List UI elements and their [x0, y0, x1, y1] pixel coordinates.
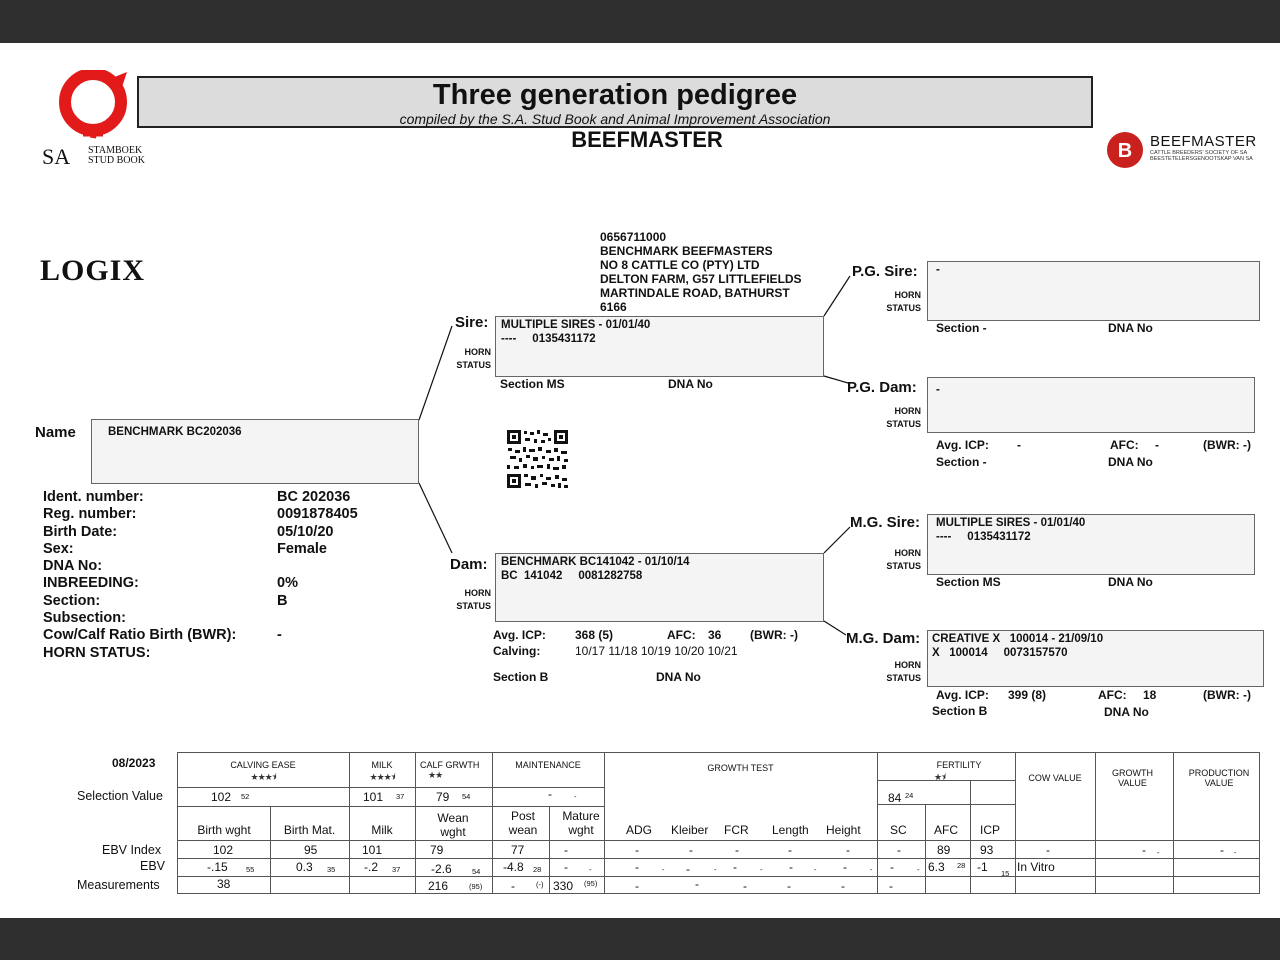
- breeder-info: 0656711000 BENCHMARK BEEFMASTERS NO 8 CATTLE CO (PTY) LTD DELTON FARM, G57 LITTLEFIELDS MARTINDALE ROAD, BATHURST 6166: [600, 230, 802, 314]
- sire-horn-status: HORN STATUS: [456, 347, 491, 370]
- ebv-date: 08/2023: [112, 756, 156, 770]
- pg-dam-afc: -: [1155, 438, 1159, 452]
- sire-line1: MULTIPLE SIRES - 01/01/40: [501, 319, 651, 331]
- sel-milk-acc: 37: [396, 792, 405, 801]
- col-height: Height: [826, 823, 861, 837]
- mg-sire-box: [927, 514, 1255, 575]
- index-growth-value-acc: -: [1157, 848, 1160, 857]
- mg-dam-horn-status: HORN STATUS: [886, 660, 921, 683]
- pg-dam-horn-status: HORN STATUS: [886, 406, 921, 429]
- mg-dam-afc: 18: [1143, 688, 1157, 702]
- name-label: Name: [35, 424, 76, 441]
- ebv-afc-acc: 28: [957, 861, 966, 870]
- sire-dna: DNA No: [668, 377, 713, 391]
- sel-calving-ease: 102: [211, 790, 232, 804]
- ebv-height-acc: -: [870, 865, 873, 874]
- ebv-kleiber: -: [686, 862, 690, 876]
- sel-calving-ease-acc: 52: [241, 792, 250, 801]
- calf-growth-stars-icon: ★★: [428, 770, 443, 780]
- ebv-icp-acc: 15: [1001, 869, 1010, 878]
- col-afc: AFC: [934, 823, 958, 837]
- pg-dam-avg-icp: -: [1017, 438, 1021, 452]
- page-subtitle: compiled by the S.A. Stud Book and Animal Improvement Association: [399, 111, 831, 127]
- dam-horn-status: HORN STATUS: [456, 588, 491, 611]
- sel-fertility-acc: 24: [905, 791, 914, 800]
- pg-dam-box: [927, 377, 1255, 433]
- meas-birth-wght: 38: [217, 877, 231, 891]
- sel-maintenance: -: [548, 787, 552, 801]
- dam-afc-label: AFC:: [667, 628, 696, 642]
- subject-detail-labels: Ident. number: Reg. number: Birth Date: Sex: DNA No: INBREEDING: Section: Subsection: Cow/Calf Ratio Birth (BWR): HORN STATUS:: [43, 489, 237, 661]
- index-birth-mat: 95: [304, 843, 318, 857]
- mg-dam-afc-label: AFC:: [1098, 688, 1127, 702]
- ebv-mature-wght: -: [564, 860, 568, 874]
- ebv-sc: -: [890, 860, 894, 874]
- row-label-ebv-index: EBV Index: [102, 843, 162, 857]
- row-label-selection: Selection Value: [77, 789, 163, 803]
- ebv-fcr: -: [733, 860, 737, 874]
- pg-sire-label: P.G. Sire:: [852, 263, 918, 280]
- ebv-adg-acc: -: [662, 865, 665, 874]
- group-cow-value: COW VALUE: [1028, 773, 1082, 783]
- mg-dam-label: M.G. Dam:: [846, 630, 921, 647]
- dam-avg-icp-label: Avg. ICP:: [493, 628, 546, 642]
- dam-section: Section B: [493, 670, 549, 684]
- ebv-height: -: [843, 860, 847, 874]
- mg-dam-line2: X 100014 0073157570: [932, 647, 1068, 659]
- mg-sire-section: Section MS: [936, 575, 1001, 589]
- group-growth-test: GROWTH TEST: [707, 763, 774, 773]
- meas-sc: -: [889, 879, 893, 893]
- group-calf-growth: CALF GRWTH: [420, 760, 480, 770]
- row-label-ebv: EBV: [140, 859, 166, 873]
- group-growth-value: GROWTH VALUE: [1112, 768, 1153, 788]
- group-maintenance: MAINTENANCE: [515, 760, 581, 770]
- sel-fertility: 84: [888, 791, 902, 805]
- milk-stars-icon: ★★★⯨: [369, 772, 395, 782]
- ebv-kleiber-acc: -: [714, 865, 717, 874]
- pg-dam-afc-label: AFC:: [1110, 438, 1139, 452]
- mg-dam-line1: CREATIVE X 100014 - 21/09/10: [932, 633, 1104, 645]
- beefmaster-logo-text: BEEFMASTER: [1150, 133, 1257, 150]
- ebv-mature-wght-acc: -: [589, 865, 592, 874]
- mg-dam-avg-icp-label: Avg. ICP:: [936, 688, 989, 702]
- meas-fcr: -: [743, 879, 747, 893]
- meas-length: -: [787, 879, 791, 893]
- breed-name: BEEFMASTER: [571, 127, 723, 152]
- col-icp: ICP: [980, 823, 1001, 837]
- ebv-sc-acc: -: [917, 865, 920, 874]
- mg-dam-avg-icp: 399 (8): [1008, 688, 1047, 702]
- col-mature-wght: Mature wght: [562, 809, 600, 837]
- ebv-length-acc: -: [814, 865, 817, 874]
- ebv-cow-value: In Vitro: [1017, 860, 1055, 874]
- index-sc: -: [897, 843, 901, 857]
- pg-sire-section: Section -: [936, 321, 987, 335]
- index-wean-wght: 79: [430, 843, 444, 857]
- index-birth-wght: 102: [213, 843, 234, 857]
- mg-dam-bwr: (BWR: -): [1203, 688, 1251, 702]
- dam-calving-label: Calving:: [493, 644, 541, 658]
- page-title: Three generation pedigree: [432, 79, 798, 111]
- dam-calving: 10/17 11/18 10/19 10/20 10/21: [575, 644, 738, 658]
- col-kleiber: Kleiber: [671, 823, 709, 837]
- ebv-post-wean-acc: 28: [533, 865, 542, 874]
- index-afc: 89: [937, 843, 951, 857]
- pg-sire-dna: DNA No: [1108, 321, 1153, 335]
- index-production-value-acc: -: [1234, 848, 1237, 857]
- sire-section: Section MS: [500, 377, 565, 391]
- ebv-post-wean: -4.8: [503, 860, 524, 874]
- ebv-length: -: [789, 860, 793, 874]
- pg-dam-avg-icp-label: Avg. ICP:: [936, 438, 989, 452]
- index-adg: -: [635, 843, 639, 857]
- pg-dam-section: Section -: [936, 455, 987, 469]
- ebv-birth-mat-acc: 35: [327, 865, 336, 874]
- mg-sire-horn-status: HORN STATUS: [886, 548, 921, 571]
- index-milk: 101: [362, 843, 383, 857]
- group-fertility: FERTILITY: [936, 760, 982, 770]
- svg-text:B: B: [1117, 140, 1133, 162]
- index-production-value: -: [1220, 843, 1224, 857]
- meas-mature-wght-extra: (95): [584, 879, 598, 888]
- ebv-wean-wght: -2.6: [431, 862, 452, 876]
- dam-box: [495, 553, 824, 622]
- col-fcr: FCR: [724, 823, 749, 837]
- col-birth-wght: Birth wght: [197, 823, 251, 837]
- col-milk: Milk: [371, 823, 393, 837]
- index-height: -: [846, 843, 850, 857]
- subject-box: [91, 419, 419, 484]
- index-fcr: -: [735, 843, 739, 857]
- ebv-birth-wght: -.15: [207, 860, 228, 874]
- fertility-stars-icon: ★⯨: [934, 772, 945, 782]
- pg-dam-bwr: (BWR: -): [1203, 438, 1251, 452]
- ebv-icp: -1: [977, 860, 988, 874]
- meas-wean-wght: 216: [428, 879, 449, 893]
- dam-dna: DNA No: [656, 670, 701, 684]
- mg-sire-label: M.G. Sire:: [850, 514, 921, 531]
- col-sc: SC: [890, 823, 907, 837]
- ebv-adg: -: [635, 860, 639, 874]
- ebv-milk: -.2: [364, 860, 379, 874]
- dam-label: Dam:: [450, 556, 488, 573]
- group-calving-ease: CALVING EASE: [230, 760, 296, 770]
- sire-line2: ---- 0135431172: [501, 333, 596, 345]
- subject-name: BENCHMARK BC202036: [108, 426, 242, 438]
- sel-maintenance-acc: -: [574, 792, 577, 801]
- mg-sire-line1: MULTIPLE SIRES - 01/01/40: [936, 517, 1086, 529]
- mg-sire-dna: DNA No: [1108, 575, 1153, 589]
- dam-line1: BENCHMARK BC141042 - 01/10/14: [501, 556, 690, 568]
- pg-sire-horn-status: HORN STATUS: [886, 290, 921, 313]
- group-production-value: PRODUCTION VALUE: [1188, 768, 1250, 788]
- sa-logo-subtext: STAMBOEK STUD BOOK: [88, 145, 145, 166]
- logix-logo: LOGIX: [40, 254, 146, 287]
- col-birth-mat: Birth Mat.: [283, 823, 336, 837]
- ebv-birth-mat: 0.3: [296, 860, 313, 874]
- meas-kleiber: -: [695, 877, 699, 891]
- col-post-wean: Post wean: [508, 809, 538, 837]
- group-milk: MILK: [371, 760, 393, 770]
- mg-sire-line2: ---- 0135431172: [936, 531, 1031, 543]
- sire-box: [495, 316, 824, 377]
- index-icp: 93: [980, 843, 994, 857]
- meas-adg: -: [635, 879, 639, 893]
- mg-dam-box: [927, 630, 1264, 687]
- sel-milk: 101: [363, 790, 384, 804]
- col-adg: ADG: [626, 823, 653, 837]
- meas-wean-wght-extra: (95): [469, 882, 483, 891]
- ebv-milk-acc: 37: [392, 865, 401, 874]
- index-growth-value: -: [1142, 843, 1146, 857]
- pg-dam-label: P.G. Dam:: [847, 379, 917, 396]
- bottom-bar: [0, 918, 1280, 960]
- ebv-birth-wght-acc: 55: [246, 865, 255, 874]
- dam-avg-icp: 368 (5): [575, 628, 614, 642]
- calving-ease-stars-icon: ★★★⯨: [250, 772, 276, 782]
- pg-sire-line1: -: [936, 264, 940, 276]
- pg-dam-line1: -: [936, 384, 940, 396]
- dam-bwr: (BWR: -): [750, 628, 798, 642]
- mg-dam-dna: DNA No: [1104, 705, 1149, 719]
- index-length: -: [788, 843, 792, 857]
- dam-line2: BC 141042 0081282758: [501, 570, 643, 582]
- index-kleiber: -: [689, 843, 693, 857]
- sel-calf-growth-acc: 54: [462, 792, 471, 801]
- ebv-afc: 6.3: [928, 860, 945, 874]
- meas-height: -: [841, 879, 845, 893]
- sa-logo-text: SA: [42, 144, 71, 169]
- meas-post-wean: -: [511, 879, 515, 893]
- row-label-measurements: Measurements: [77, 878, 160, 892]
- pg-dam-dna: DNA No: [1108, 455, 1153, 469]
- index-cow-value: -: [1046, 843, 1050, 857]
- sel-calf-growth: 79: [436, 790, 450, 804]
- meas-post-wean-extra: (-): [536, 880, 544, 889]
- index-mature-wght: -: [564, 843, 568, 857]
- meas-mature-wght: 330: [553, 879, 574, 893]
- mg-dam-section: Section B: [932, 704, 988, 718]
- ebv-fcr-acc: -: [760, 865, 763, 874]
- beefmaster-logo-subtext: CATTLE BREEDERS' SOCIETY OF SA BEESTETELERSGENOOTSKAP VAN SA: [1150, 150, 1253, 162]
- col-length: Length: [772, 823, 809, 837]
- sire-label: Sire:: [455, 314, 489, 331]
- qr-code-icon: [507, 430, 569, 488]
- dam-afc: 36: [708, 628, 722, 642]
- index-post-wean: 77: [511, 843, 525, 857]
- ebv-wean-wght-acc: 54: [472, 867, 481, 876]
- col-wean-wght: Wean wght: [437, 811, 469, 839]
- pg-sire-box: [927, 261, 1260, 321]
- subject-detail-values: BC 202036 0091878405 05/10/20 Female 0% B -: [277, 489, 358, 644]
